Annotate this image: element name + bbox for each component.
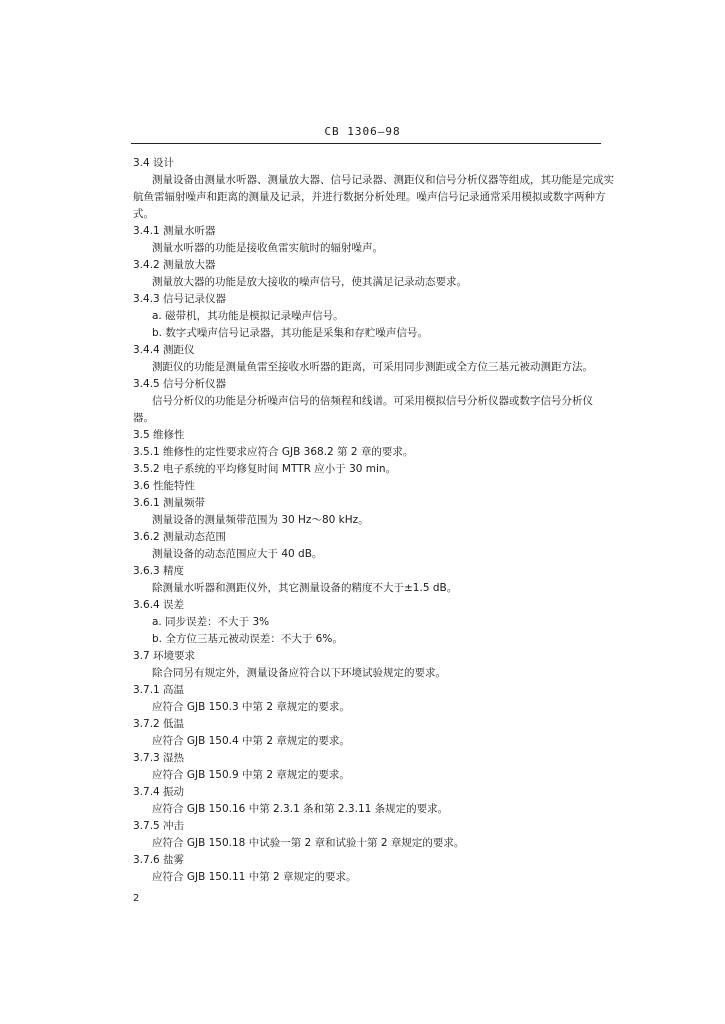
paragraph-line: 测量水听器的功能是接收鱼雷实航时的辐射噪声。 — [152, 242, 383, 254]
paragraph-line: 航鱼雷辐射噪声和距离的测量及记录，并进行数据分析处理。噪声信号记录通常采用模拟或数字两种方 — [133, 191, 606, 203]
subsection-heading: 3.7.5 冲击 — [133, 820, 185, 832]
paragraph-line: 式。 — [133, 208, 154, 220]
paragraph-line: 测量放大器的功能是放大接收的噪声信号，使其满足记录动态要求。 — [152, 276, 467, 288]
section-heading: 3.7 环境要求 — [133, 650, 196, 662]
list-item: b. 全方位三基元被动误差：不大于 6%。 — [152, 633, 343, 645]
paragraph-line: 测量设备的动态范围应大于 40 dB。 — [152, 548, 323, 560]
subsection-heading: 3.7.3 湿热 — [133, 752, 185, 764]
paragraph-line: 器。 — [133, 412, 154, 424]
subsection-heading: 3.5.2 电子系统的平均修复时间 MTTR 应小于 30 min。 — [133, 463, 397, 475]
paragraph-line: 应符合 GJB 150.4 中第 2 章规定的要求。 — [152, 735, 350, 747]
paragraph-line: 应符合 GJB 150.18 中试验一第 2 章和试验十第 2 章规定的要求。 — [152, 837, 465, 849]
subsection-heading: 3.4.2 测量放大器 — [133, 259, 216, 271]
header-rule — [131, 143, 601, 144]
page-number: 2 — [133, 893, 140, 904]
list-item: a. 磁带机，其功能是模拟记录噪声信号。 — [152, 310, 344, 322]
subsection-heading: 3.4.4 测距仪 — [133, 344, 195, 356]
list-item: b. 数字式噪声信号记录器，其功能是采集和存贮噪声信号。 — [152, 327, 428, 339]
section-heading: 3.5 维修性 — [133, 429, 185, 441]
page-header-doc-id: CB 1306—98 — [324, 125, 401, 138]
subsection-heading: 3.7.4 振动 — [133, 786, 185, 798]
paragraph-line: 测量设备由测量水听器、测量放大器、信号记录器、测距仪和信号分析仪器等组成，其功能是完成实 — [152, 174, 614, 186]
paragraph-line: 信号分析仪的功能是分析噪声信号的倍频程和线谱。可采用模拟信号分析仪器或数字信号分析仪 — [152, 395, 593, 407]
subsection-heading: 3.7.2 低温 — [133, 718, 185, 730]
subsection-heading: 3.7.6 盐雾 — [133, 854, 185, 866]
paragraph-line: 应符合 GJB 150.9 中第 2 章规定的要求。 — [152, 769, 350, 781]
subsection-heading: 3.6.2 测量动态范围 — [133, 531, 227, 543]
paragraph-line: 测距仪的功能是测量鱼雷至接收水听器的距离，可采用同步测距或全方位三基元被动测距方法。 — [152, 361, 593, 373]
subsection-heading: 3.5.1 维修性的定性要求应符合 GJB 368.2 第 2 章的要求。 — [133, 446, 414, 458]
subsection-heading: 3.4.3 信号记录仪器 — [133, 293, 227, 305]
paragraph-line: 应符合 GJB 150.16 中第 2.3.1 条和第 2.3.11 条规定的要求。 — [152, 803, 449, 815]
list-item: a. 同步误差：不大于 3% — [152, 616, 270, 628]
subsection-heading: 3.7.1 高温 — [133, 684, 185, 696]
paragraph-line: 应符合 GJB 150.3 中第 2 章规定的要求。 — [152, 701, 350, 713]
paragraph-line: 测量设备的测量频带范围为 30 Hz～80 kHz。 — [152, 514, 369, 526]
subsection-heading: 3.6.4 误差 — [133, 599, 185, 611]
paragraph-line: 除测量水听器和测距仪外，其它测量设备的精度不大于±1.5 dB。 — [152, 582, 458, 594]
subsection-heading: 3.4.5 信号分析仪器 — [133, 378, 227, 390]
paragraph-line: 除合同另有规定外，测量设备应符合以下环境试验规定的要求。 — [152, 667, 446, 679]
section-heading: 3.6 性能特性 — [133, 480, 196, 492]
section-heading: 3.4 设计 — [133, 157, 175, 169]
paragraph-line: 应符合 GJB 150.11 中第 2 章规定的要求。 — [152, 871, 357, 883]
subsection-heading: 3.4.1 测量水听器 — [133, 225, 216, 237]
subsection-heading: 3.6.1 测量频带 — [133, 497, 206, 509]
subsection-heading: 3.6.3 精度 — [133, 565, 185, 577]
